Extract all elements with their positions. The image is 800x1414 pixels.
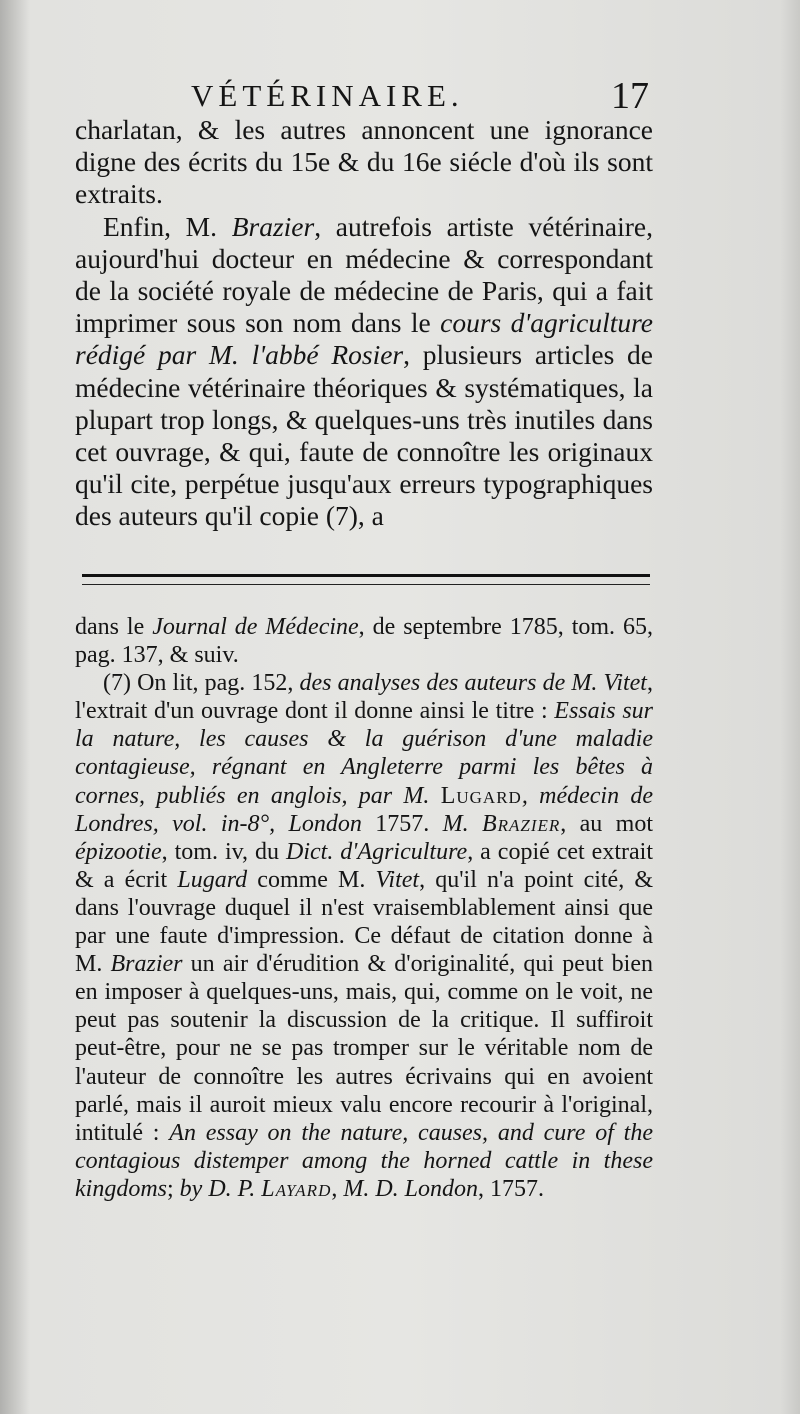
text-span: un air d'érudition & d'originalité, qui peut bien en imposer à quelques-uns, mais, qui, comme on le voit, ne peut pas soutenir la discussion de la critique. Il suffiroit peut-être, pour ne se pas tromper sur le véritable nom de l'auteur de connoître les autres écrivains qui en avoient parlé, mais il auroit mieux valu encore recourir à l'original, intitulé : xyxy=(75,951,653,1146)
italic-span: des analyses des auteurs de M. Vitet xyxy=(299,670,647,697)
italic-span: , médecin de Londres, vol. in-8°, London xyxy=(75,782,654,837)
text-span: , plusieurs articles de médecine vétérinaire théoriques & systématiques, la plupart trop longs, & quelques-uns très inutiles dans cet ouvrage, & qui, faute de connoître les originaux qu'il cite, perpétue jusqu'aux erreurs typographiques des auteurs qu'il copie (7), a xyxy=(75,339,654,532)
page-number: 17 xyxy=(611,75,649,117)
italic-span: by D. P. xyxy=(179,1175,256,1202)
text-span: comme M. xyxy=(247,866,376,893)
paragraph-1: charlatan, & les autres annoncent une ignorance digne des écrits du 15e & du 16e siécle d'où ils sont extraits. xyxy=(75,114,653,210)
text-span: , xyxy=(331,1175,344,1202)
italic-span: Vitet xyxy=(375,866,420,893)
text-span: , autrefois artiste vétérinaire, aujourd'hui docteur en médecine & correspondant de la société royale de médecine de Paris, qui a fait imprimer sous son nom dans le xyxy=(75,210,653,339)
running-head xyxy=(75,75,653,118)
text-span: , de septembre 1785, tom. 65, pag. 137, & suiv. xyxy=(75,614,653,669)
book-title: Essais sur la nature, les causes & la guérison d'une maladie contagieuse, régnant en Angleterre parmi les bêtes à cornes, publiés en anglois, par M. xyxy=(75,698,653,809)
italic-span: M. D. London xyxy=(343,1175,479,1202)
text-span: , l'extrait d'un ouvrage dont il donne ainsi le titre : xyxy=(75,670,653,725)
journal-title: Journal de Médecine xyxy=(152,614,359,640)
italic-span: M. xyxy=(442,810,469,837)
dictionary-title: Dict. d'Agriculture xyxy=(286,838,468,865)
text-span: dans le xyxy=(75,614,153,640)
author-name: Layard xyxy=(261,1175,332,1202)
text-span: Enfin, M. xyxy=(103,210,232,242)
work-title: cours d'agriculture rédigé par M. l'abbé Rosier xyxy=(75,307,653,371)
text-span: , au mot xyxy=(560,810,654,837)
author-name: Lugard xyxy=(440,782,522,809)
text-span: , qu'il n'a point cité, & dans l'ouvrage duquel il n'est vraisemblablement ainsi que par une faute d'impression. Ce défaut de citation donne à M. xyxy=(75,866,654,978)
italic-span: Brazier xyxy=(110,951,183,978)
footnote-rule xyxy=(82,574,650,585)
text-span: (7) On lit, pag. 152, xyxy=(103,670,300,697)
author-name: Brazier xyxy=(481,810,561,837)
text-span: ; xyxy=(167,1175,180,1202)
main-text xyxy=(75,114,653,533)
text-span: , a copié cet extrait & a écrit xyxy=(75,838,653,893)
paragraph-2 xyxy=(75,211,653,533)
page-gutter-shadow xyxy=(0,0,30,1414)
text-span: , 1757. xyxy=(478,1175,545,1202)
footnote-continued xyxy=(75,613,653,669)
italic-span: épizootie xyxy=(75,838,162,865)
footnote-7 xyxy=(75,669,653,1203)
footnotes xyxy=(75,613,653,1203)
author-name: Brazier xyxy=(231,210,315,242)
english-title: An essay on the nature, causes, and cure of the contagious distemper among the horned cattle in these kingdoms xyxy=(75,1119,653,1202)
italic-span: Lugard xyxy=(177,866,248,893)
running-title: VÉTÉRINAIRE. xyxy=(191,78,464,113)
text-span: 1757. xyxy=(361,810,443,837)
text-span: , tom. iv, du xyxy=(161,838,286,865)
